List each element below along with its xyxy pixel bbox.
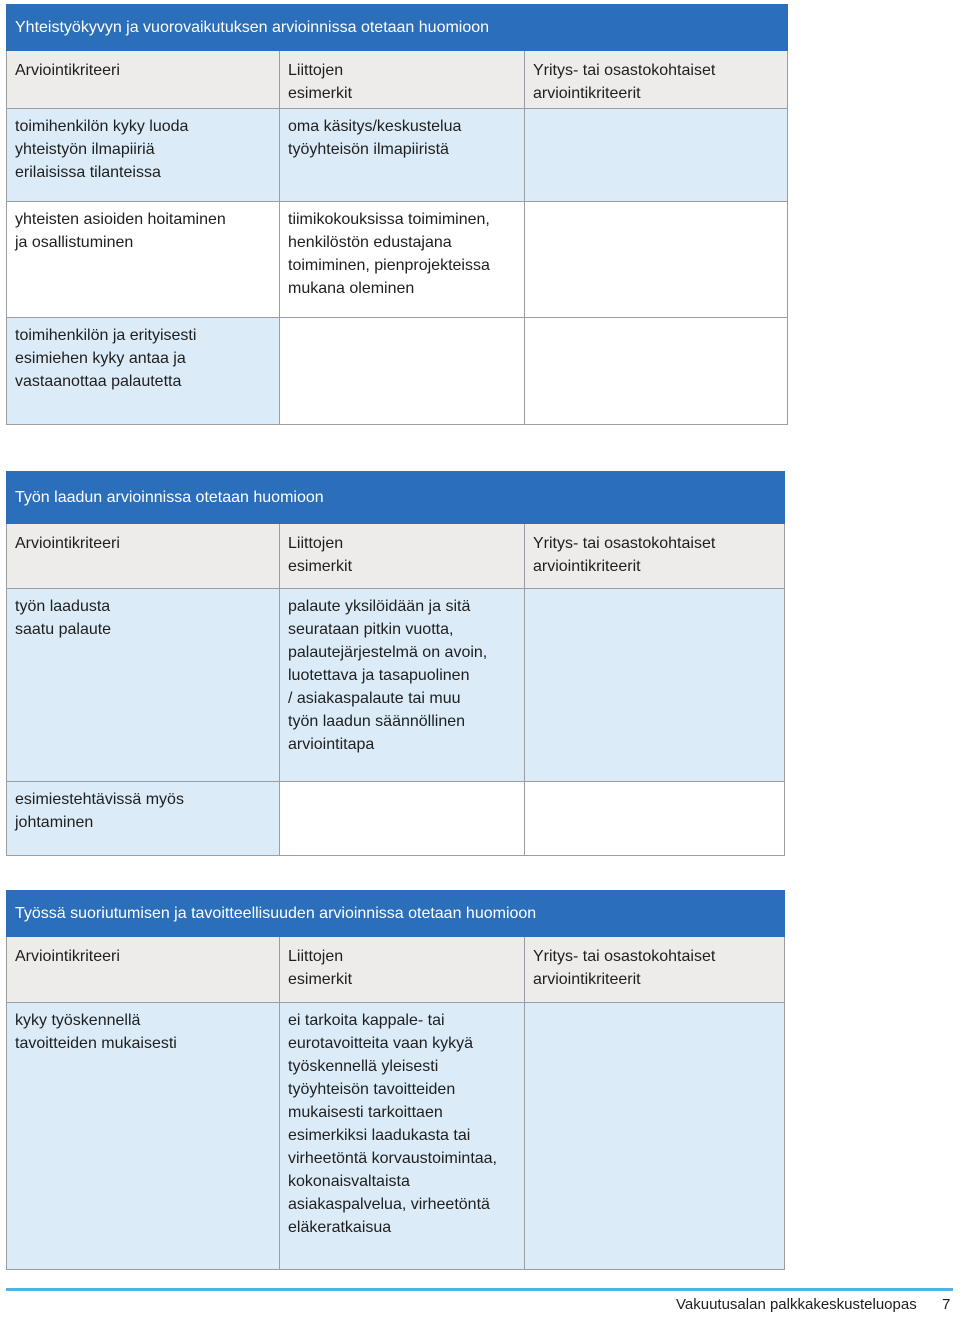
column-header-company: Yritys- tai osastokohtaiset arviointikriteerit: [525, 51, 788, 109]
table-title: Yhteistyökyvyn ja vuorovaikutuksen arvioinnissa otetaan huomioon: [7, 5, 788, 51]
column-header-examples: Liittojen esimerkit: [280, 51, 525, 109]
criteria-cell: työn laadusta saatu palaute: [7, 589, 280, 782]
table-title-row: [7, 891, 785, 937]
company-cell: [525, 318, 788, 425]
examples-cell: ei tarkoita kappale- tai eurotavoitteita vaan kykyä työskennellä yleisesti työyhteisön tavoitteiden mukaisesti tarkoittaen esimerkiksi laadukasta tai virheetöntä korvaustoimintaa, kokonaisvaltaista asiakaspalvelua, virheetöntä eläkeratkaisua: [280, 1003, 525, 1270]
column-header-company: Yritys- tai osastokohtaiset arviointikriteerit: [525, 524, 785, 589]
examples-cell: oma käsitys/keskustelua työyhteisön ilmapiiristä: [280, 109, 525, 202]
company-cell: [525, 782, 785, 856]
criteria-cell: kyky työskennellä tavoitteiden mukaisesti: [7, 1003, 280, 1270]
criteria-cell: toimihenkilön kyky luoda yhteistyön ilmapiiriä erilaisissa tilanteissa: [7, 109, 280, 202]
column-header-criteria: Arviointikriteeri: [7, 51, 280, 109]
company-cell: [525, 109, 788, 202]
column-header-examples: Liittojen esimerkit: [280, 524, 525, 589]
column-header-row: [7, 524, 785, 589]
table-title-row: [7, 472, 785, 524]
examples-cell: [280, 318, 525, 425]
criteria-cell: toimihenkilön ja erityisesti esimiehen kyky antaa ja vastaanottaa palautetta: [7, 318, 280, 425]
table-row: [7, 109, 788, 202]
table-title: Työn laadun arvioinnissa otetaan huomioon: [7, 472, 785, 524]
column-header-row: [7, 51, 788, 109]
table-collaboration: [6, 4, 788, 425]
table-title: Työssä suoriutumisen ja tavoitteellisuuden arvioinnissa otetaan huomioon: [7, 891, 785, 937]
table-row: [7, 589, 785, 782]
table-row: [7, 782, 785, 856]
table-performance: [6, 890, 785, 1270]
table-row: [7, 318, 788, 425]
criteria-cell: esimiestehtävissä myös johtaminen: [7, 782, 280, 856]
table-row: [7, 1003, 785, 1270]
criteria-cell: yhteisten asioiden hoitaminen ja osallistuminen: [7, 202, 280, 318]
company-cell: [525, 589, 785, 782]
table-work-quality: [6, 471, 785, 856]
column-header-company: Yritys- tai osastokohtaiset arviointikriteerit: [525, 937, 785, 1003]
examples-cell: tiimikokouksissa toimiminen, henkilöstön edustajana toimiminen, pienprojekteissa mukana oleminen: [280, 202, 525, 318]
column-header-criteria: Arviointikriteeri: [7, 524, 280, 589]
examples-cell: [280, 782, 525, 856]
company-cell: [525, 202, 788, 318]
table-row: [7, 202, 788, 318]
column-header-criteria: Arviointikriteeri: [7, 937, 280, 1003]
company-cell: [525, 1003, 785, 1270]
table-title-row: [7, 5, 788, 51]
examples-cell: palaute yksilöidään ja sitä seurataan pitkin vuotta, palautejärjestelmä on avoin, luotettava ja tasapuolinen / asiakaspalaute tai muu työn laadun säännöllinen arviointitapa: [280, 589, 525, 782]
page-number: 7: [942, 1296, 951, 1313]
footer-divider: [6, 1288, 953, 1291]
column-header-row: [7, 937, 785, 1003]
column-header-examples: Liittojen esimerkit: [280, 937, 525, 1003]
footer-title: Vakuutusalan palkkakeskusteluopas: [676, 1296, 917, 1313]
